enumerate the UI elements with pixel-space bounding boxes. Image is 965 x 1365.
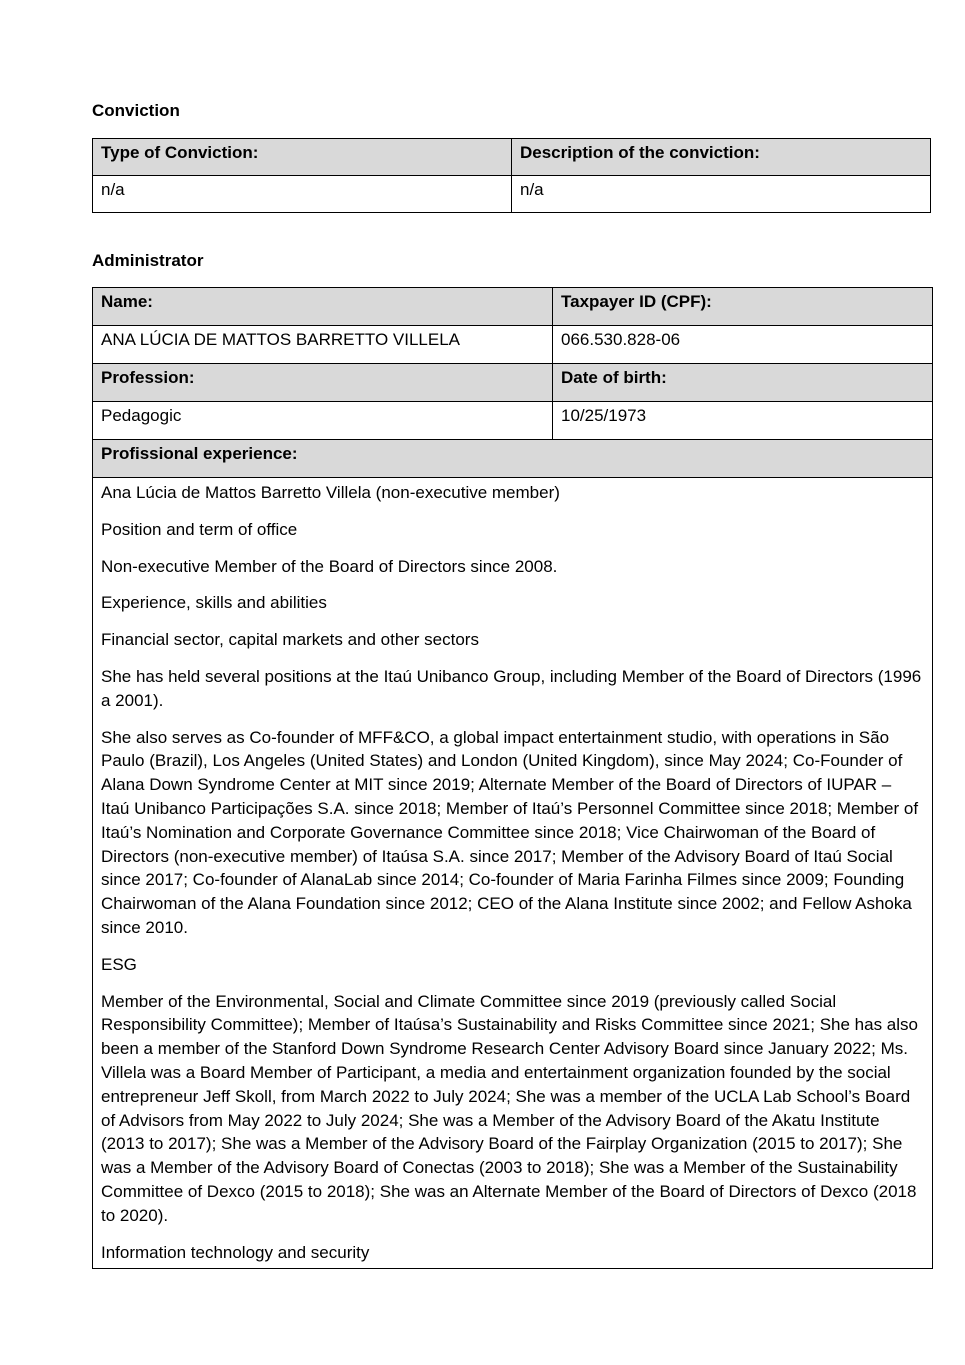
experience-paragraph: Non-executive Member of the Board of Directors since 2008. — [101, 556, 558, 576]
experience-paragraph: Financial sector, capital markets and other sectors — [101, 630, 479, 650]
table-row — [93, 402, 933, 440]
professional-experience-label: Profissional experience: — [93, 440, 933, 478]
cpf-label: Taxpayer ID (CPF): — [553, 288, 933, 326]
description-of-conviction-value: n/a — [512, 176, 931, 213]
experience-paragraph: Information technology and security — [101, 1242, 370, 1262]
experience-paragraph: Member of the Environmental, Social and Climate Committee since 2019 (previously called Social Responsibility Committee); Member of Itaúsa’s Sustainability and Risks Committee since 2021; She has also been a member of the Stanford Down Syndrome Research Center Advisory Board since January 2022; Ms. Villela was a Board Member of Participant, a media and entertainment organization founded by the social entrepreneur Jeff Skoll, from March 2022 to July 2024; She was a member of the UCLA Lab School’s Board of Advisors from May 2022 to July 2024; She was a Member of the Advisory Board of the Akatu Institute (2013 to 2017); She was a Member of the Advisory Board of the Fairplay Organization (2015 to 2017); She was a Member of the Advisory Board of Conectas (2003 to 2018); She was a Member of the Sustainability Committee of Dexco (2015 to 2018); She was an Alternate Member of the Board of Directors of Dexco (2018 to 2020). — [101, 991, 918, 1225]
name-label: Name: — [93, 288, 553, 326]
date-of-birth-value: 10/25/1973 — [553, 402, 933, 440]
experience-paragraph: She has held several positions at the Itaú Unibanco Group, including Member of the Board of Directors (1996 a 2001). — [101, 666, 922, 710]
table-row — [93, 176, 931, 213]
profession-value: Pedagogic — [93, 402, 553, 440]
administrator-table — [92, 287, 933, 1269]
date-of-birth-label: Date of birth: — [553, 364, 933, 402]
type-of-conviction-header: Type of Conviction: — [93, 139, 512, 176]
table-row — [93, 440, 933, 478]
experience-paragraph: ESG — [101, 954, 137, 974]
experience-paragraph: Position and term of office — [101, 519, 298, 539]
table-row — [93, 326, 933, 364]
type-of-conviction-value: n/a — [93, 176, 512, 213]
table-row — [93, 364, 933, 402]
table-row — [93, 288, 933, 326]
conviction-section-title: Conviction — [92, 101, 180, 120]
table-row — [93, 478, 933, 1269]
conviction-table — [92, 138, 931, 213]
experience-paragraph: She also serves as Co-founder of MFF&CO, a global impact entertainment studio, with operations in São Paulo (Brazil), Los Angeles (United States) and London (United Kingdom), since May 2024; Co-Founder of Alana Down Syndrome Center at MIT since 2019; Alternate Member of the Board of Directors of IUPAR – Itaú Unibanco Participações S.A. since 2018; Member of Itaú’s Personnel Committee since 2018; Member of Itaú’s Nomination and Corporate Governance Committee since 2018; Vice Chairwoman of the Board of Directors (non-executive member) of Itaúsa S.A. since 2017; Member of the Advisory Board of Itaú Social since 2017; Co-founder of AlanaLab since 2014; Co-founder of Maria Farinha Filmes since 2009; Founding Chairwoman of the Alana Foundation since 2012; CEO of the Alana Institute since 2002; and Fellow Ashoka since 2010. — [101, 727, 919, 937]
name-value: ANA LÚCIA DE MATTOS BARRETTO VILLELA — [93, 326, 553, 364]
experience-paragraph: Ana Lúcia de Mattos Barretto Villela (non-executive member) — [101, 483, 560, 502]
experience-paragraph: Experience, skills and abilities — [101, 593, 327, 613]
description-of-conviction-header: Description of the conviction: — [512, 139, 931, 176]
professional-experience-content — [93, 478, 933, 1269]
profession-label: Profession: — [93, 364, 553, 402]
administrator-section-title: Administrator — [92, 251, 204, 270]
table-row — [93, 139, 931, 176]
cpf-value: 066.530.828-06 — [553, 326, 933, 364]
